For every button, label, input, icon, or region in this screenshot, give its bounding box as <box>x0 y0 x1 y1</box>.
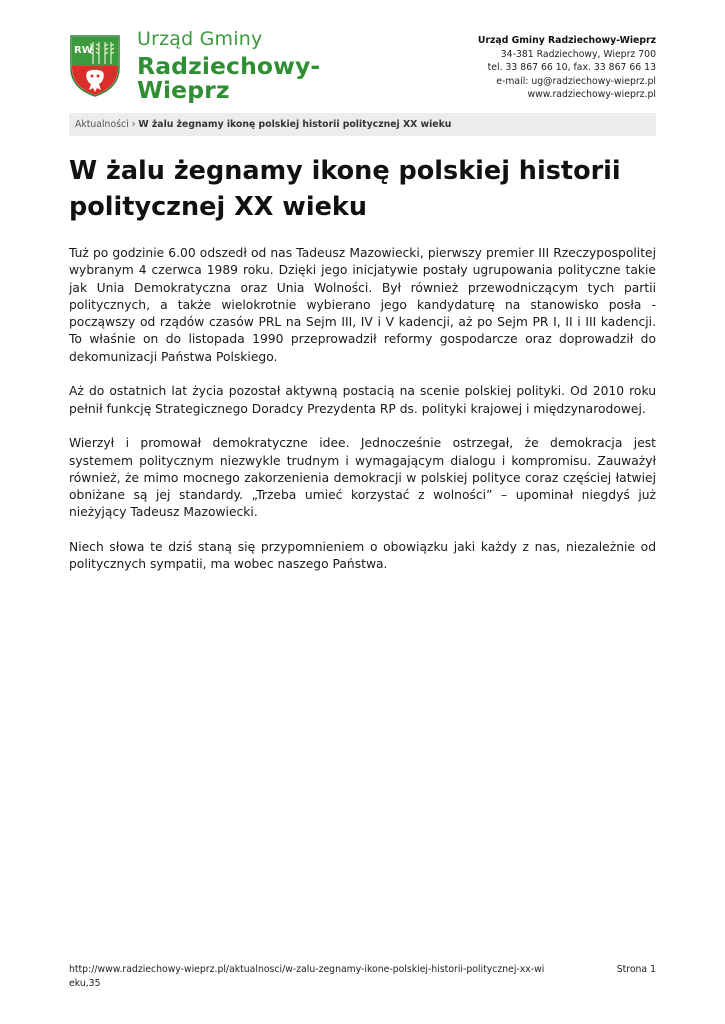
footer-url: http://www.radziechowy-wieprz.pl/aktualnosci/w-zalu-zegnamy-ikone-polskiej-historii-politycznej-xx-wieku,35 <box>69 964 545 989</box>
site-logo[interactable] <box>69 28 389 104</box>
contact-org-name: Urząd Gminy Radziechowy-Wieprz <box>477 35 656 46</box>
contact-block <box>478 34 656 102</box>
contact-phone: tel. 33 867 66 10, fax. 33 867 66 13 <box>487 62 656 74</box>
breadcrumb-separator: › <box>131 119 136 130</box>
logo-line-1: Urząd Gminy <box>137 28 263 50</box>
contact-website: www.radziechowy-wieprz.pl <box>527 89 656 101</box>
article-body <box>69 245 656 574</box>
article-paragraph: Aż do ostatnich lat życia pozostał aktywną postacią na scenie polskiej polityki. Od 2010 roku pełnił funkcję Strategicznego Doradcy Prezydenta RP ds. polityki krajowej i międzynarodowej. <box>69 384 656 416</box>
coat-of-arms-icon <box>69 34 121 98</box>
article-title: W żalu żegnamy ikonę polskiej historii politycznej XX wieku <box>69 156 621 222</box>
article-paragraph: Tuż po godzinie 6.00 odszedł od nas Tadeusz Mazowiecki, pierwszy premier III Rzeczypospolitej wybranym 4 czerwca 1989 roku. Dzięki jego inicjatywie postały ugrupowania polityczne takie jak Unia Demokratyczna oraz Unia Wolności. Był również przewodniczącym tych partii politycznych, a także wielokrotnie wybierano jego kandydaturę na stanowisko posła - począwszy od rządów czasów PRL na Sejm III, IV i V kadencji, aż po Sejm PR I, II i III kadencji. To właśnie on do listopada 1990 przeprowadził reformy gospodarcze oraz doprowadził do dekomunizacji Państwa Polskiego. <box>69 246 656 364</box>
breadcrumb-link-aktualnosci[interactable]: Aktualności <box>75 119 129 130</box>
footer-page-number: Strona 1 <box>616 964 656 975</box>
crest-monogram: RW <box>74 45 93 56</box>
contact-email: e-mail: ug@radziechowy-wieprz.pl <box>496 75 656 87</box>
page-header <box>69 28 656 104</box>
breadcrumb <box>69 113 656 136</box>
breadcrumb-current: W żalu żegnamy ikonę polskiej historii politycznej XX wieku <box>138 119 452 130</box>
contact-address: 34-381 Radziechowy, Wieprz 700 <box>500 48 656 60</box>
article-paragraph: Niech słowa te dziś staną się przypomnieniem o obowiązku jaki każdy z nas, niezależnie od politycznych sympatii, ma wobec naszego Państwa. <box>69 540 656 572</box>
article-paragraph: Wierzył i promował demokratyczne idee. Jednocześnie ostrzegał, że demokracja jest systemem politycznym niezwykle trudnym i wymagającym dialogu i kompromisu. Zauważył również, że mimo mocnego zakorzenienia demokracji w polskiej polityce coraz częściej łatwiej obniżane są jej standardy. „Trzeba umieć korzystać z wolności” – upominał niegdyś już nieżyjący Tadeusz Mazowiecki. <box>69 436 656 520</box>
logo-text <box>137 30 389 102</box>
logo-line-2: Radziechowy-Wieprz <box>137 52 321 104</box>
